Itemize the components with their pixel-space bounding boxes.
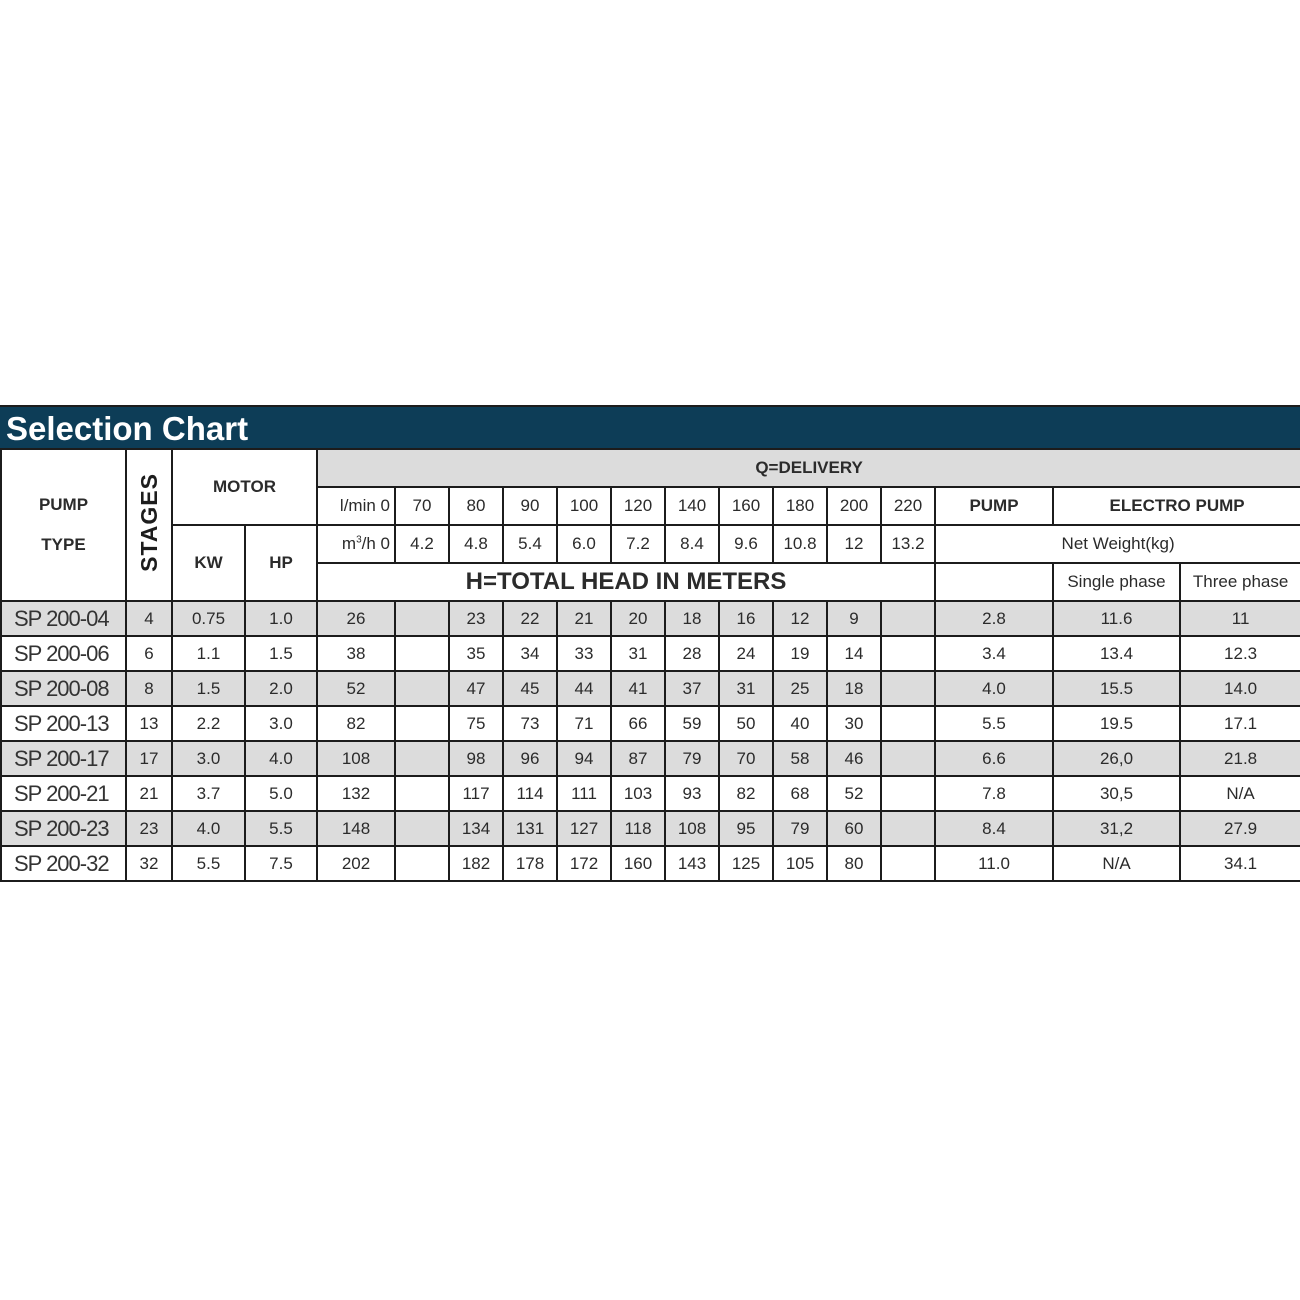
table-row bbox=[1, 636, 1300, 671]
head-cell: 114 bbox=[503, 776, 557, 811]
pump-type-cell: SP 200-06 bbox=[1, 636, 126, 671]
stages-header: STAGES bbox=[135, 473, 162, 572]
three-phase-weight-cell: 27.9 bbox=[1180, 811, 1300, 846]
lmin-label: l/min 0 bbox=[317, 487, 395, 525]
stages-cell: 23 bbox=[126, 811, 172, 846]
head-cell: 82 bbox=[719, 776, 773, 811]
three-phase-weight-cell: 34.1 bbox=[1180, 846, 1300, 881]
head-cell bbox=[395, 846, 449, 881]
head-cell: 111 bbox=[557, 776, 611, 811]
head-cell bbox=[881, 671, 935, 706]
kw-cell: 2.2 bbox=[172, 706, 245, 741]
pump-weight-cell: 6.6 bbox=[935, 741, 1053, 776]
net-weight-header: Net Weight(kg) bbox=[935, 525, 1300, 563]
head-cell: 25 bbox=[773, 671, 827, 706]
head-cell: 73 bbox=[503, 706, 557, 741]
three-phase-weight-cell: 11 bbox=[1180, 601, 1300, 636]
head-cell: 26 bbox=[317, 601, 395, 636]
table-row bbox=[1, 811, 1300, 846]
head-cell: 60 bbox=[827, 811, 881, 846]
head-cell: 108 bbox=[317, 741, 395, 776]
head-cell: 47 bbox=[449, 671, 503, 706]
head-cell: 105 bbox=[773, 846, 827, 881]
hp-cell: 4.0 bbox=[245, 741, 317, 776]
pump-weight-cell: 7.8 bbox=[935, 776, 1053, 811]
kw-header: KW bbox=[172, 525, 245, 601]
kw-cell: 5.5 bbox=[172, 846, 245, 881]
head-cell: 93 bbox=[665, 776, 719, 811]
head-cell: 24 bbox=[719, 636, 773, 671]
head-cell: 31 bbox=[611, 636, 665, 671]
lmin-value: 80 bbox=[449, 487, 503, 525]
title-banner bbox=[0, 405, 1300, 448]
head-cell: 31 bbox=[719, 671, 773, 706]
lmin-value: 220 bbox=[881, 487, 935, 525]
stages-cell: 21 bbox=[126, 776, 172, 811]
head-cell: 82 bbox=[317, 706, 395, 741]
three-phase-weight-cell: N/A bbox=[1180, 776, 1300, 811]
three-phase-weight-cell: 12.3 bbox=[1180, 636, 1300, 671]
pump-type-header bbox=[1, 449, 126, 601]
table-row bbox=[1, 776, 1300, 811]
head-cell: 160 bbox=[611, 846, 665, 881]
three-phase-header: Three phase bbox=[1180, 563, 1300, 601]
pump-type-cell: SP 200-08 bbox=[1, 671, 126, 706]
head-cell: 127 bbox=[557, 811, 611, 846]
m3h-value: 8.4 bbox=[665, 525, 719, 563]
single-phase-weight-cell: 30,5 bbox=[1053, 776, 1180, 811]
single-phase-weight-cell: 31,2 bbox=[1053, 811, 1180, 846]
head-cell bbox=[395, 741, 449, 776]
head-cell: 103 bbox=[611, 776, 665, 811]
head-cell: 66 bbox=[611, 706, 665, 741]
pump-weight-cell: 11.0 bbox=[935, 846, 1053, 881]
head-cell: 38 bbox=[317, 636, 395, 671]
head-cell: 98 bbox=[449, 741, 503, 776]
head-cell: 23 bbox=[449, 601, 503, 636]
kw-cell: 4.0 bbox=[172, 811, 245, 846]
head-cell: 52 bbox=[317, 671, 395, 706]
hp-cell: 2.0 bbox=[245, 671, 317, 706]
pump-type-cell: SP 200-32 bbox=[1, 846, 126, 881]
pump-weight-cell: 2.8 bbox=[935, 601, 1053, 636]
lmin-value: 100 bbox=[557, 487, 611, 525]
head-cell bbox=[881, 636, 935, 671]
head-cell: 9 bbox=[827, 601, 881, 636]
kw-cell: 1.1 bbox=[172, 636, 245, 671]
head-cell: 34 bbox=[503, 636, 557, 671]
head-cell: 79 bbox=[665, 741, 719, 776]
three-phase-weight-cell: 17.1 bbox=[1180, 706, 1300, 741]
m3h-value: 6.0 bbox=[557, 525, 611, 563]
pump-type-cell: SP 200-04 bbox=[1, 601, 126, 636]
head-cell: 182 bbox=[449, 846, 503, 881]
head-cell: 22 bbox=[503, 601, 557, 636]
table-row bbox=[1, 671, 1300, 706]
head-cell: 46 bbox=[827, 741, 881, 776]
pump-weight-cell: 8.4 bbox=[935, 811, 1053, 846]
head-cell: 71 bbox=[557, 706, 611, 741]
head-cell: 59 bbox=[665, 706, 719, 741]
head-cell: 30 bbox=[827, 706, 881, 741]
hp-cell: 3.0 bbox=[245, 706, 317, 741]
head-cell: 20 bbox=[611, 601, 665, 636]
m3h-value: 9.6 bbox=[719, 525, 773, 563]
delivery-header: Q=DELIVERY bbox=[317, 449, 1300, 487]
pump-type-header-line2: TYPE bbox=[41, 535, 86, 554]
head-cell bbox=[395, 601, 449, 636]
stages-cell: 8 bbox=[126, 671, 172, 706]
pump-type-header-line1: PUMP bbox=[38, 495, 89, 514]
head-cell: 125 bbox=[719, 846, 773, 881]
head-cell: 40 bbox=[773, 706, 827, 741]
table-row bbox=[1, 741, 1300, 776]
m3h-value: 5.4 bbox=[503, 525, 557, 563]
m3h-label bbox=[317, 525, 395, 563]
stages-cell: 13 bbox=[126, 706, 172, 741]
table-row bbox=[1, 846, 1300, 881]
electro-pump-header: ELECTRO PUMP bbox=[1053, 487, 1300, 525]
pump-blank-cell bbox=[935, 563, 1053, 601]
head-cell: 58 bbox=[773, 741, 827, 776]
head-cell bbox=[881, 706, 935, 741]
head-cell: 18 bbox=[665, 601, 719, 636]
m3h-label-sup: 3 bbox=[356, 534, 362, 546]
single-phase-weight-cell: 26,0 bbox=[1053, 741, 1180, 776]
head-cell: 14 bbox=[827, 636, 881, 671]
kw-cell: 3.7 bbox=[172, 776, 245, 811]
single-phase-weight-cell: N/A bbox=[1053, 846, 1180, 881]
head-cell: 96 bbox=[503, 741, 557, 776]
motor-header: MOTOR bbox=[172, 449, 317, 525]
kw-cell: 0.75 bbox=[172, 601, 245, 636]
stages-cell: 6 bbox=[126, 636, 172, 671]
hp-cell: 5.0 bbox=[245, 776, 317, 811]
pump-weight-cell: 5.5 bbox=[935, 706, 1053, 741]
table-row bbox=[1, 706, 1300, 741]
head-cell: 35 bbox=[449, 636, 503, 671]
head-cell bbox=[395, 706, 449, 741]
m3h-value: 10.8 bbox=[773, 525, 827, 563]
stages-cell: 17 bbox=[126, 741, 172, 776]
pump-weight-header: PUMP bbox=[935, 487, 1053, 525]
hp-cell: 5.5 bbox=[245, 811, 317, 846]
head-cell bbox=[395, 671, 449, 706]
single-phase-weight-cell: 13.4 bbox=[1053, 636, 1180, 671]
single-phase-header: Single phase bbox=[1053, 563, 1180, 601]
head-cell: 131 bbox=[503, 811, 557, 846]
head-cell: 75 bbox=[449, 706, 503, 741]
single-phase-weight-cell: 11.6 bbox=[1053, 601, 1180, 636]
m3h-label-prefix: m bbox=[341, 534, 357, 553]
lmin-value: 120 bbox=[611, 487, 665, 525]
head-cell: 52 bbox=[827, 776, 881, 811]
head-cell: 202 bbox=[317, 846, 395, 881]
pump-type-cell: SP 200-21 bbox=[1, 776, 126, 811]
head-cell: 18 bbox=[827, 671, 881, 706]
m3h-value: 7.2 bbox=[611, 525, 665, 563]
head-cell bbox=[881, 741, 935, 776]
kw-cell: 3.0 bbox=[172, 741, 245, 776]
lmin-value: 200 bbox=[827, 487, 881, 525]
kw-cell: 1.5 bbox=[172, 671, 245, 706]
head-cell: 117 bbox=[449, 776, 503, 811]
head-cell: 118 bbox=[611, 811, 665, 846]
head-cell: 68 bbox=[773, 776, 827, 811]
lmin-value: 90 bbox=[503, 487, 557, 525]
pump-weight-cell: 4.0 bbox=[935, 671, 1053, 706]
stages-cell: 4 bbox=[126, 601, 172, 636]
head-cell bbox=[881, 776, 935, 811]
hp-cell: 1.5 bbox=[245, 636, 317, 671]
head-cell: 178 bbox=[503, 846, 557, 881]
lmin-value: 180 bbox=[773, 487, 827, 525]
three-phase-weight-cell: 21.8 bbox=[1180, 741, 1300, 776]
head-cell: 21 bbox=[557, 601, 611, 636]
head-cell bbox=[395, 811, 449, 846]
head-cell: 44 bbox=[557, 671, 611, 706]
head-cell: 108 bbox=[665, 811, 719, 846]
head-cell: 87 bbox=[611, 741, 665, 776]
head-cell: 12 bbox=[773, 601, 827, 636]
head-cell: 80 bbox=[827, 846, 881, 881]
lmin-value: 140 bbox=[665, 487, 719, 525]
head-cell: 37 bbox=[665, 671, 719, 706]
lmin-value: 160 bbox=[719, 487, 773, 525]
head-cell bbox=[395, 776, 449, 811]
head-cell: 94 bbox=[557, 741, 611, 776]
single-phase-weight-cell: 19.5 bbox=[1053, 706, 1180, 741]
pump-type-cell: SP 200-17 bbox=[1, 741, 126, 776]
pump-type-cell: SP 200-13 bbox=[1, 706, 126, 741]
m3h-value: 4.2 bbox=[395, 525, 449, 563]
three-phase-weight-cell: 14.0 bbox=[1180, 671, 1300, 706]
head-cell: 41 bbox=[611, 671, 665, 706]
hp-header: HP bbox=[245, 525, 317, 601]
m3h-value: 4.8 bbox=[449, 525, 503, 563]
table-body bbox=[1, 601, 1300, 881]
head-cell: 132 bbox=[317, 776, 395, 811]
page-title: Selection Chart bbox=[6, 410, 249, 447]
table-row bbox=[1, 601, 1300, 636]
stages-header-cell bbox=[126, 449, 172, 601]
head-cell: 70 bbox=[719, 741, 773, 776]
selection-chart-table bbox=[0, 448, 1300, 882]
m3h-value: 12 bbox=[827, 525, 881, 563]
head-cell: 79 bbox=[773, 811, 827, 846]
head-cell: 33 bbox=[557, 636, 611, 671]
head-cell: 95 bbox=[719, 811, 773, 846]
lmin-value: 70 bbox=[395, 487, 449, 525]
hp-cell: 1.0 bbox=[245, 601, 317, 636]
pump-weight-cell: 3.4 bbox=[935, 636, 1053, 671]
head-cell bbox=[881, 846, 935, 881]
head-cell: 50 bbox=[719, 706, 773, 741]
single-phase-weight-cell: 15.5 bbox=[1053, 671, 1180, 706]
total-head-header: H=TOTAL HEAD IN METERS bbox=[317, 563, 935, 601]
head-cell: 16 bbox=[719, 601, 773, 636]
head-cell: 45 bbox=[503, 671, 557, 706]
head-cell: 134 bbox=[449, 811, 503, 846]
head-cell bbox=[395, 636, 449, 671]
hp-cell: 7.5 bbox=[245, 846, 317, 881]
head-cell bbox=[881, 811, 935, 846]
head-cell: 19 bbox=[773, 636, 827, 671]
head-cell: 143 bbox=[665, 846, 719, 881]
head-cell: 148 bbox=[317, 811, 395, 846]
head-cell: 172 bbox=[557, 846, 611, 881]
stages-cell: 32 bbox=[126, 846, 172, 881]
m3h-label-suffix: /h 0 bbox=[361, 534, 390, 553]
head-cell: 28 bbox=[665, 636, 719, 671]
pump-type-cell: SP 200-23 bbox=[1, 811, 126, 846]
head-cell bbox=[881, 601, 935, 636]
m3h-value: 13.2 bbox=[881, 525, 935, 563]
